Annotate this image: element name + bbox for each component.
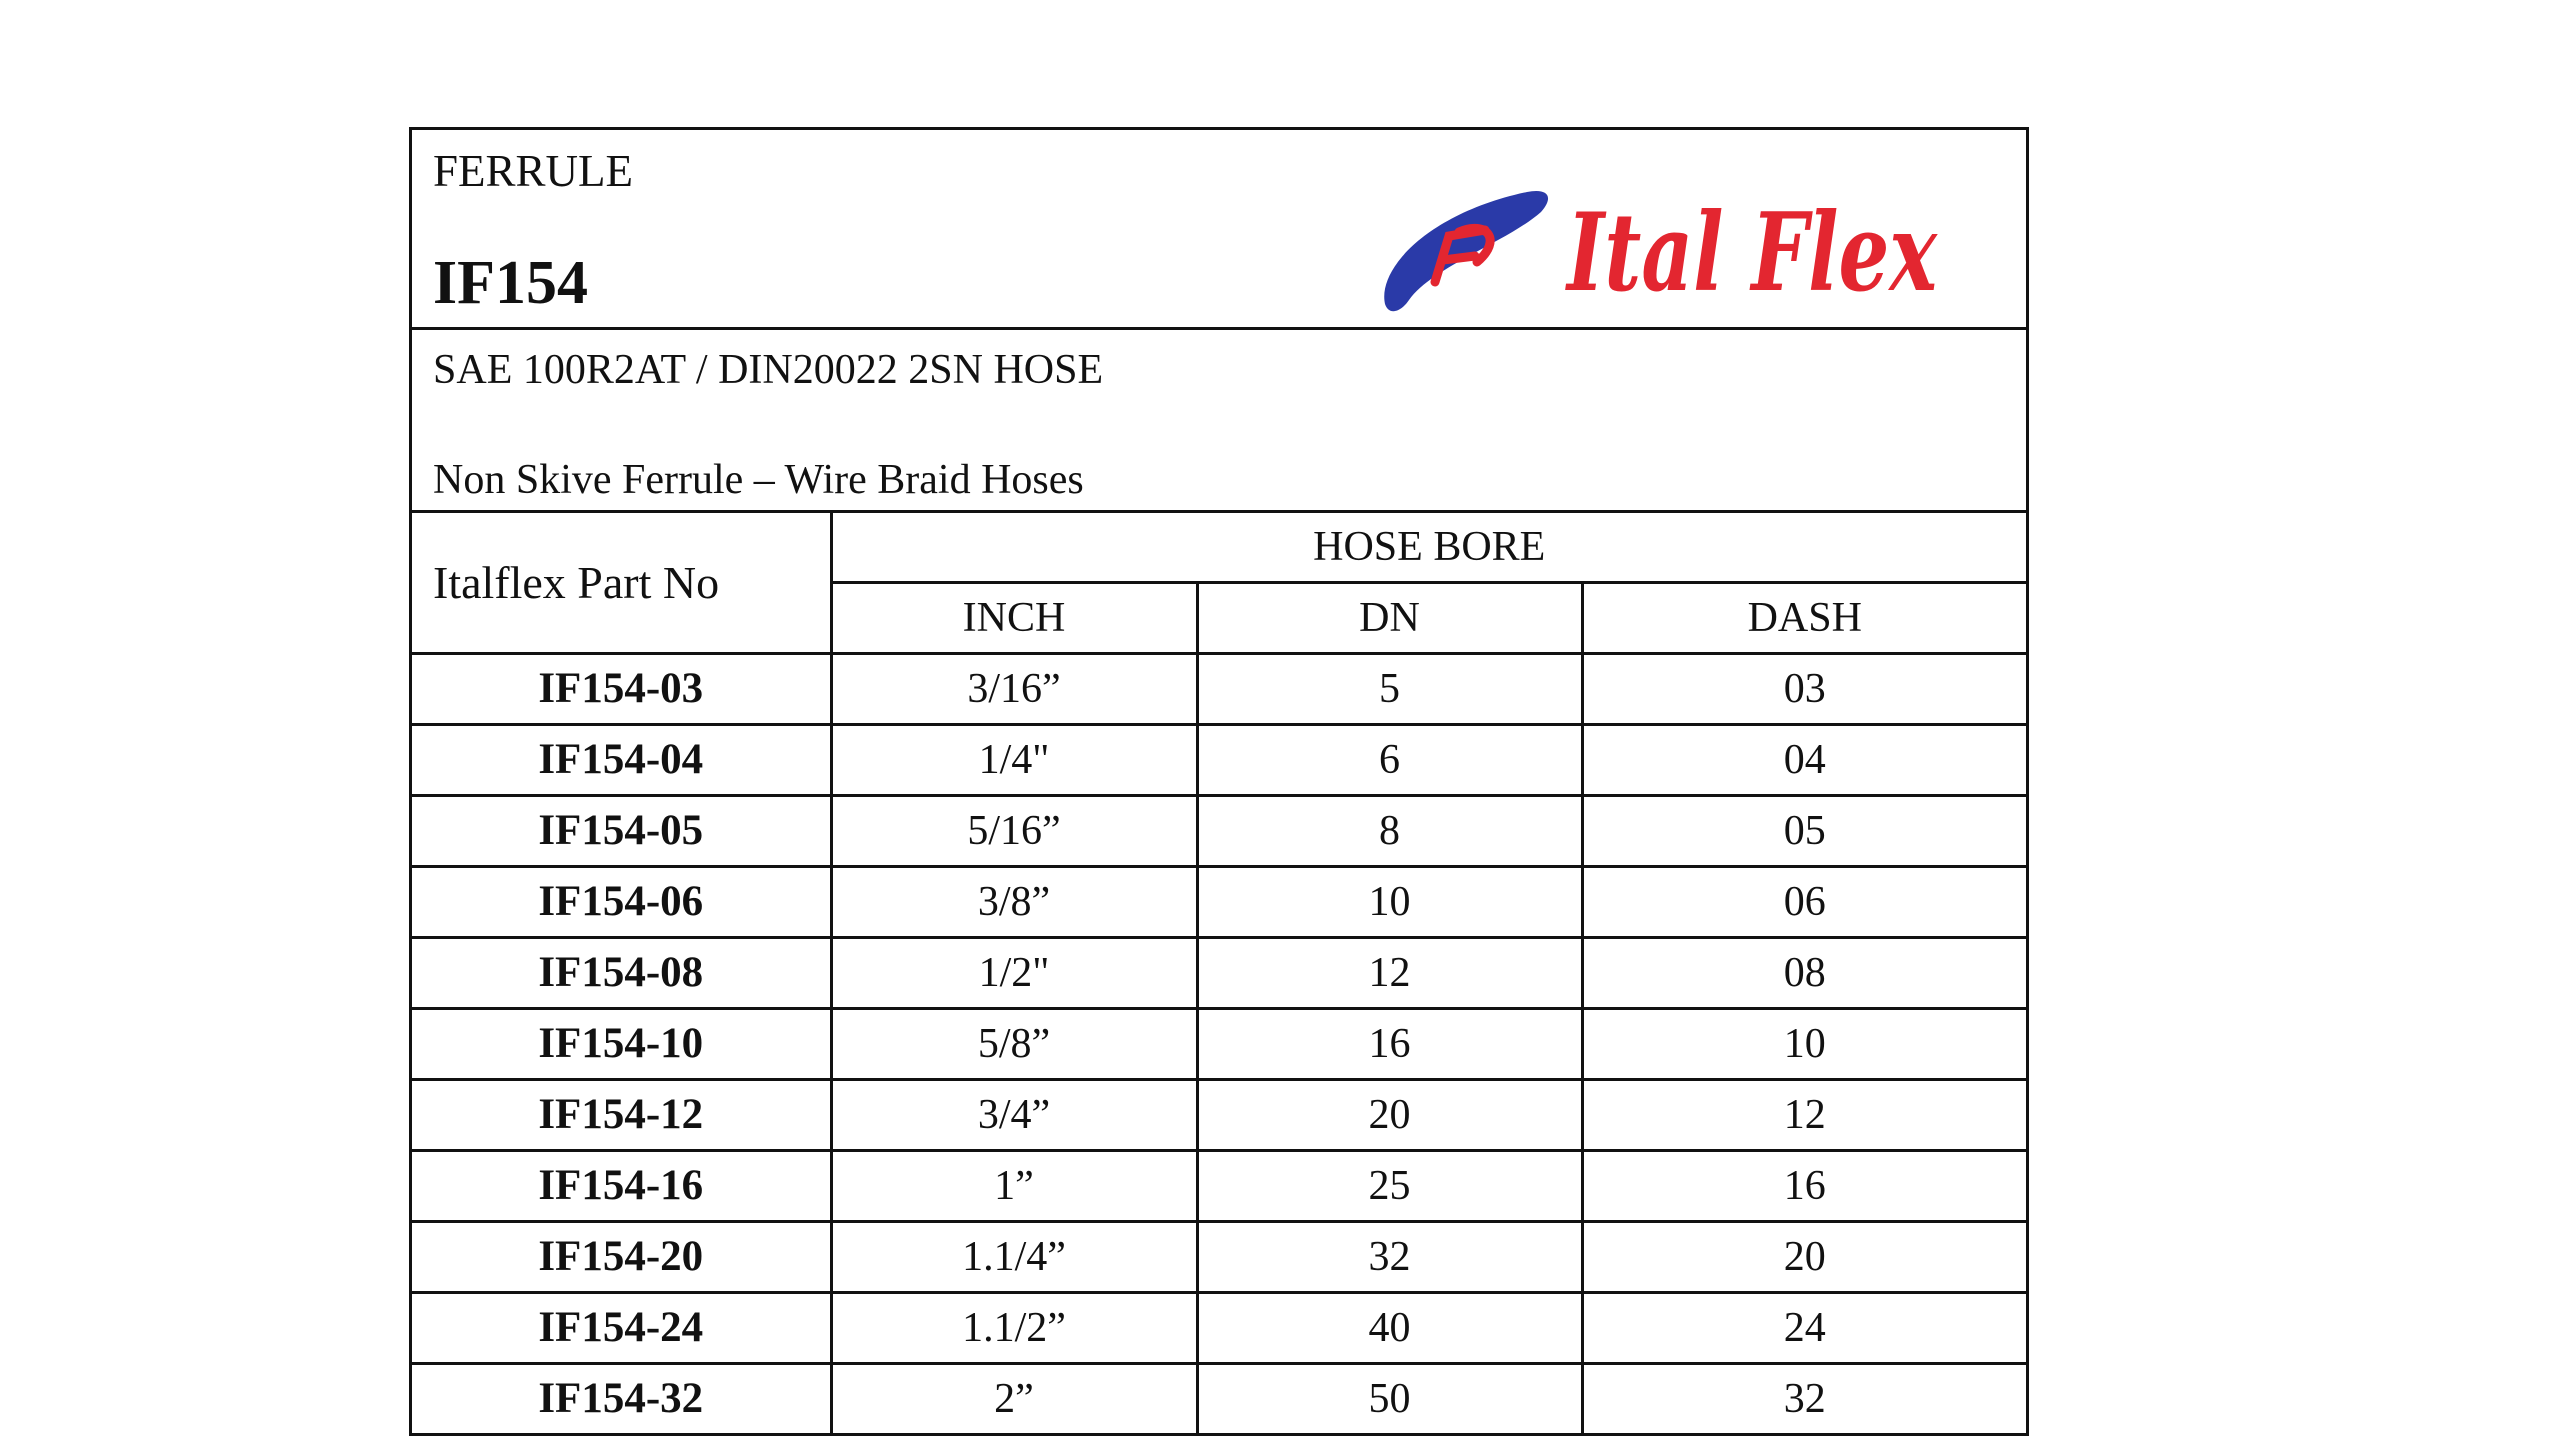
inch-cell: 2” (831, 1364, 1197, 1434)
inch-cell: 5/16” (831, 796, 1197, 867)
dash-cell: 24 (1582, 1293, 2026, 1364)
part-number-cell: IF154-08 (412, 938, 831, 1009)
inch-cell: 1/4" (831, 725, 1197, 796)
table-row (412, 1364, 2026, 1434)
part-number-header: Italflex Part No (412, 513, 831, 654)
table-row (412, 1222, 2026, 1293)
dn-cell: 40 (1197, 1293, 1582, 1364)
dn-cell: 25 (1197, 1151, 1582, 1222)
dn-cell: 50 (1197, 1364, 1582, 1434)
table-row (412, 796, 2026, 867)
dash-cell: 08 (1582, 938, 2026, 1009)
part-number-cell: IF154-06 (412, 867, 831, 938)
part-number-cell: IF154-10 (412, 1009, 831, 1080)
table-header-row (412, 513, 2026, 583)
inch-cell: 3/8” (831, 867, 1197, 938)
part-number-cell: IF154-04 (412, 725, 831, 796)
dn-column-header: DN (1197, 583, 1582, 654)
part-number-cell: IF154-24 (412, 1293, 831, 1364)
table-row (412, 1080, 2026, 1151)
part-number-cell: IF154-12 (412, 1080, 831, 1151)
italflex-logo (1377, 172, 1947, 322)
part-number-cell: IF154-05 (412, 796, 831, 867)
document-type-label: FERRULE (433, 146, 634, 196)
inch-cell: 1.1/2” (831, 1293, 1197, 1364)
dash-cell: 06 (1582, 867, 2026, 938)
dn-cell: 8 (1197, 796, 1582, 867)
table-row (412, 938, 2026, 1009)
sheet-header (412, 130, 2026, 330)
dash-cell: 05 (1582, 796, 2026, 867)
hose-description (412, 330, 2026, 513)
table-row (412, 1009, 2026, 1080)
dn-cell: 20 (1197, 1080, 1582, 1151)
logo-swoosh (1384, 191, 1548, 311)
part-number-cell: IF154-20 (412, 1222, 831, 1293)
hose-bore-header: HOSE BORE (831, 513, 2026, 583)
logo-brand-text: Ital Flex (1564, 190, 1939, 316)
inch-cell: 1” (831, 1151, 1197, 1222)
dn-cell: 16 (1197, 1009, 1582, 1080)
inch-cell: 3/16” (831, 654, 1197, 725)
part-table (412, 513, 2026, 1433)
inch-cell: 5/8” (831, 1009, 1197, 1080)
inch-cell: 1.1/4” (831, 1222, 1197, 1293)
ferrule-spec-sheet (409, 127, 2029, 1436)
ferrule-type-text: Non Skive Ferrule – Wire Braid Hoses (433, 457, 1084, 503)
inch-column-header: INCH (831, 583, 1197, 654)
inch-cell: 1/2" (831, 938, 1197, 1009)
dn-cell: 5 (1197, 654, 1582, 725)
inch-cell: 3/4” (831, 1080, 1197, 1151)
dash-cell: 20 (1582, 1222, 2026, 1293)
table-row (412, 1151, 2026, 1222)
document-code: IF154 (433, 249, 588, 317)
table-row (412, 1293, 2026, 1364)
dash-column-header: DASH (1582, 583, 2026, 654)
table-row (412, 654, 2026, 725)
dn-cell: 10 (1197, 867, 1582, 938)
dash-cell: 16 (1582, 1151, 2026, 1222)
hose-standard-text: SAE 100R2AT / DIN20022 2SN HOSE (433, 347, 1104, 393)
dn-cell: 32 (1197, 1222, 1582, 1293)
dn-cell: 12 (1197, 938, 1582, 1009)
dash-cell: 10 (1582, 1009, 2026, 1080)
dash-cell: 03 (1582, 654, 2026, 725)
dash-cell: 32 (1582, 1364, 2026, 1434)
dash-cell: 12 (1582, 1080, 2026, 1151)
part-number-cell: IF154-16 (412, 1151, 831, 1222)
part-number-cell: IF154-03 (412, 654, 831, 725)
dash-cell: 04 (1582, 725, 2026, 796)
part-number-cell: IF154-32 (412, 1364, 831, 1434)
dn-cell: 6 (1197, 725, 1582, 796)
table-row (412, 867, 2026, 938)
table-row (412, 725, 2026, 796)
